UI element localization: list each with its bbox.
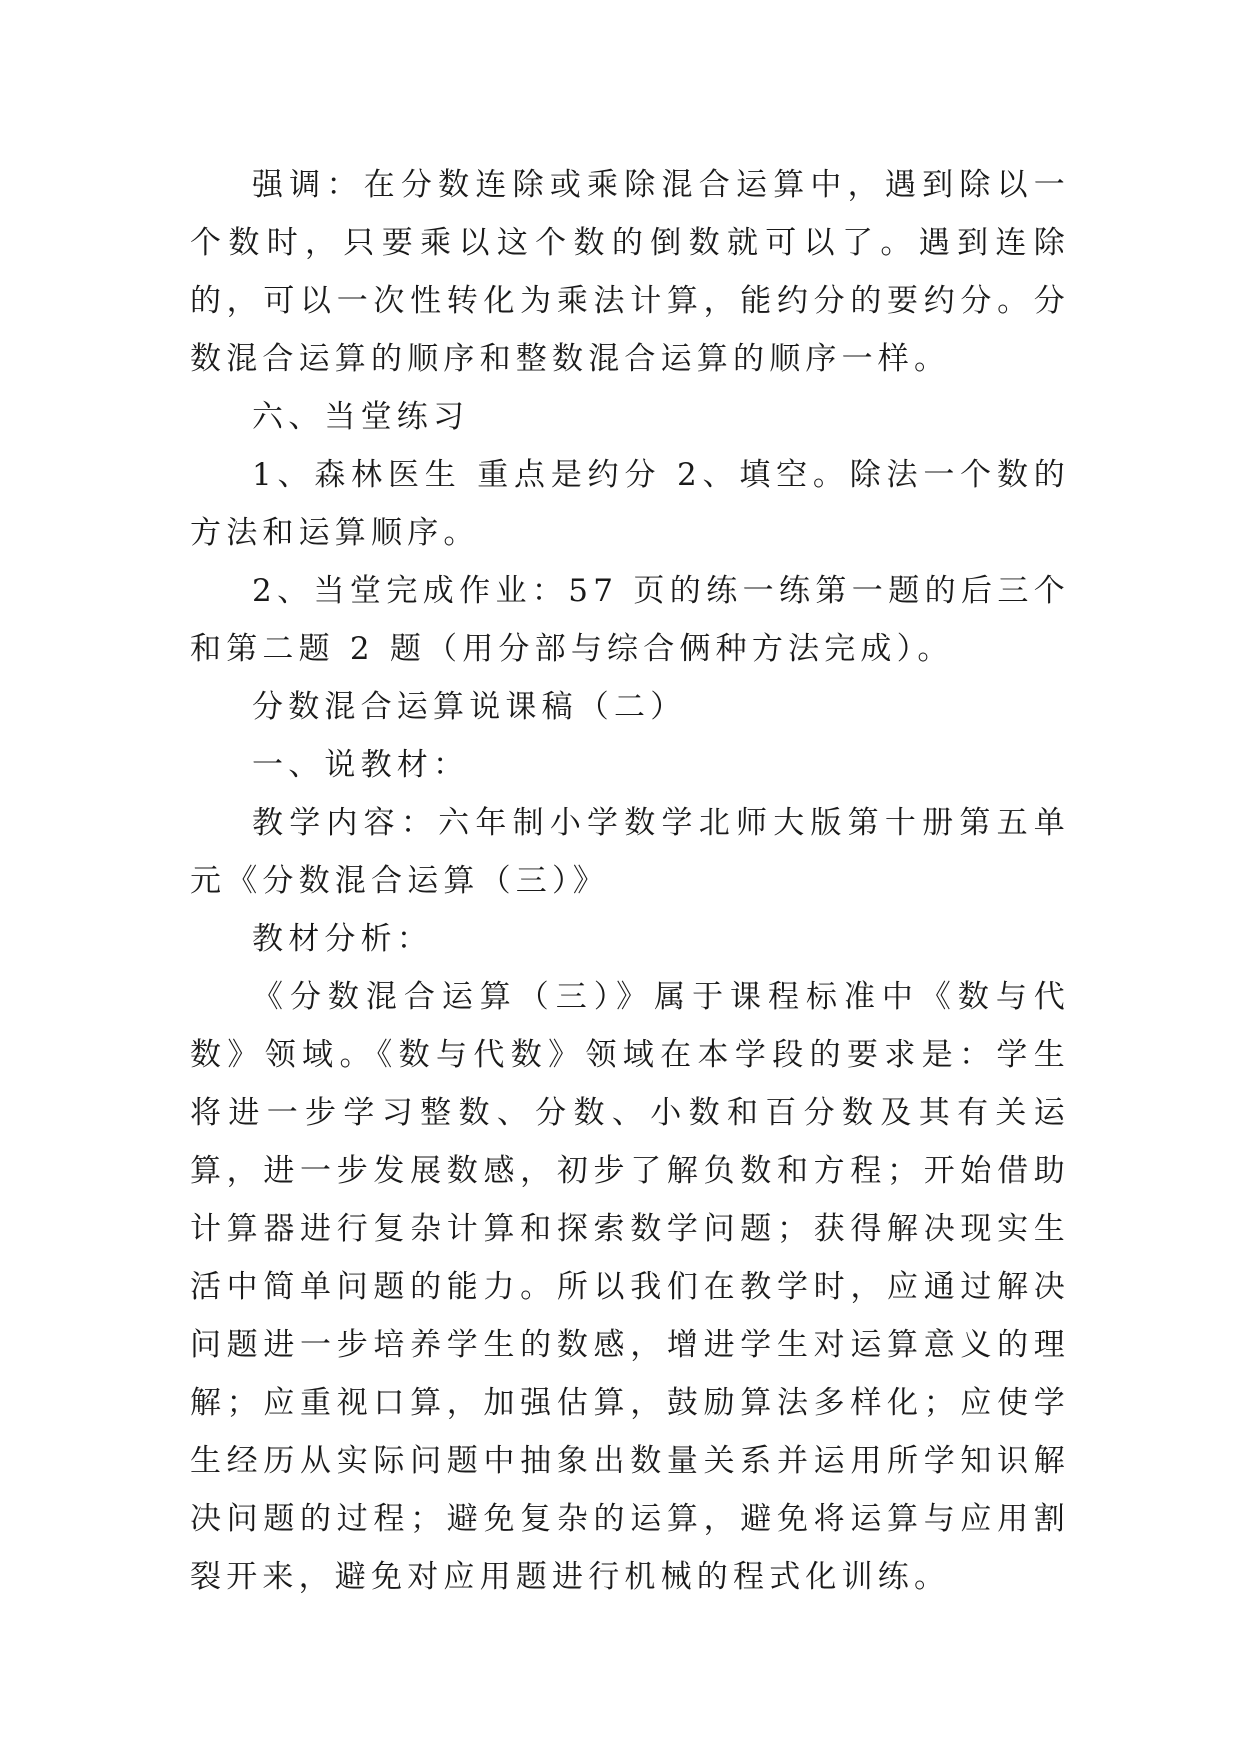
section-heading-practice: 六、当堂练习 (252, 399, 470, 435)
document-page (190, 156, 1070, 1606)
paragraph-teaching-content: 教学内容：六年制小学数学北师大版第十册第五单元《分数混合运算（三）》 (190, 805, 1070, 899)
paragraph-exercise-2: 2、当堂完成作业：57 页的练一练第一题的后三个和第二题 2 题（用分部与综合俩种方法完成）。 (190, 573, 1070, 667)
document-subtitle: 分数混合运算说课稿（二） (252, 689, 687, 725)
section-heading-textbook: 一、说教材： (252, 747, 470, 783)
paragraph-analysis-body: 《分数混合运算（三）》属于课程标准中《数与代数》领域。《数与代数》领域在本学段的要求是：学生将进一步学习整数、分数、小数和百分数及其有关运算，进一步发展数感，初步了解负数和方程；开始借助计算器进行复杂计算和探索数学问题；获得解决现实生活中简单问题的能力。所以我们在教学时，应通过解决问题进一步培养学生的数感，增进学生对运算意义的理解；应重视口算，加强估算，鼓励算法多样化；应使学生经历从实际问题中抽象出数量关系并运用所学知识解决问题的过程；避免复杂的运算，避免将运算与应用割裂开来，避免对应用题进行机械的程式化训练。 (190, 979, 1070, 1595)
paragraph-emphasis: 强调：在分数连除或乘除混合运算中，遇到除以一个数时，只要乘以这个数的倒数就可以了。遇到连除的，可以一次性转化为乘法计算，能约分的要约分。分数混合运算的顺序和整数混合运算的顺序一样。 (190, 167, 1070, 377)
paragraph-exercise-1: 1、森林医生 重点是约分 2、填空。除法一个数的方法和运算顺序。 (190, 457, 1070, 551)
section-heading-analysis: 教材分析： (252, 921, 433, 957)
